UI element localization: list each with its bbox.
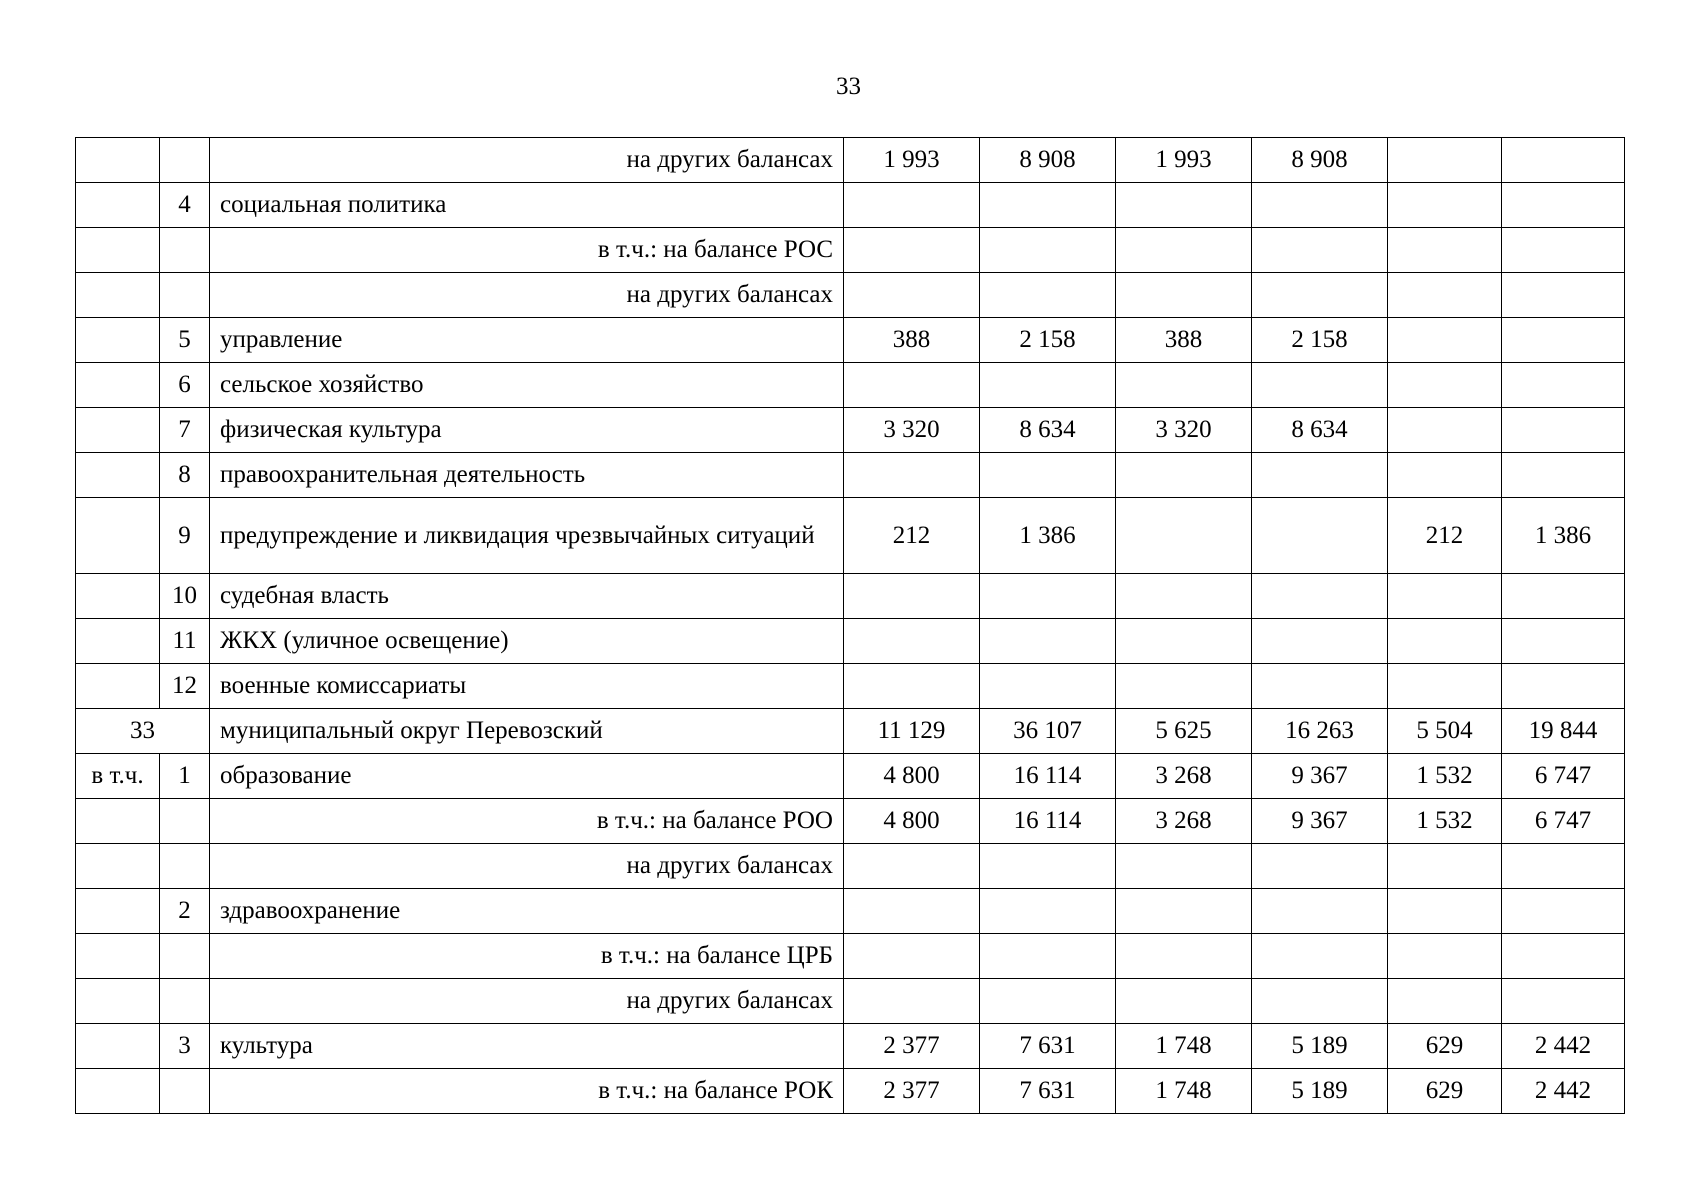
value-cell: 4 800 [844, 799, 980, 844]
item-number-cell [160, 1069, 210, 1114]
group-label-cell [76, 664, 160, 709]
group-label-cell [76, 574, 160, 619]
value-cell [844, 453, 980, 498]
value-cell [1388, 664, 1502, 709]
item-number-cell: 4 [160, 183, 210, 228]
item-number-cell: 2 [160, 889, 210, 934]
group-label-cell [76, 619, 160, 664]
value-cell: 7 631 [980, 1024, 1116, 1069]
value-cell [1252, 453, 1388, 498]
item-number-cell: 3 [160, 1024, 210, 1069]
item-number-cell: 6 [160, 363, 210, 408]
value-cell: 8 634 [980, 408, 1116, 453]
category-name-cell: образование [210, 754, 844, 799]
table-row [76, 889, 1625, 934]
table-row [76, 799, 1625, 844]
value-cell [844, 574, 980, 619]
value-cell: 19 844 [1502, 709, 1625, 754]
table-row [76, 273, 1625, 318]
value-cell [1116, 664, 1252, 709]
table-row [76, 934, 1625, 979]
value-cell [844, 363, 980, 408]
value-cell [1252, 273, 1388, 318]
value-cell: 8 634 [1252, 408, 1388, 453]
value-cell: 2 442 [1502, 1024, 1625, 1069]
value-cell [1116, 844, 1252, 889]
value-cell [1252, 498, 1388, 574]
value-cell [980, 574, 1116, 619]
value-cell [1116, 183, 1252, 228]
value-cell: 8 908 [980, 138, 1116, 183]
value-cell: 5 504 [1388, 709, 1502, 754]
value-cell: 1 993 [1116, 138, 1252, 183]
value-cell [1388, 363, 1502, 408]
category-name-cell: на других балансах [210, 979, 844, 1024]
group-label-cell [76, 273, 160, 318]
value-cell [1252, 228, 1388, 273]
value-cell [1388, 934, 1502, 979]
value-cell [1116, 498, 1252, 574]
value-cell: 1 386 [1502, 498, 1625, 574]
value-cell: 3 320 [844, 408, 980, 453]
category-name-cell: военные комиссариаты [210, 664, 844, 709]
value-cell: 4 800 [844, 754, 980, 799]
group-label-cell [76, 363, 160, 408]
table-row [76, 183, 1625, 228]
item-number-cell: 1 [160, 754, 210, 799]
table-row [76, 138, 1625, 183]
value-cell [1502, 664, 1625, 709]
group-label-cell [76, 183, 160, 228]
item-number-cell: 10 [160, 574, 210, 619]
value-cell [1252, 979, 1388, 1024]
value-cell [1116, 619, 1252, 664]
table-row [76, 619, 1625, 664]
value-cell: 5 189 [1252, 1024, 1388, 1069]
item-number-cell: 12 [160, 664, 210, 709]
item-number-cell [160, 228, 210, 273]
table-row [76, 574, 1625, 619]
item-number-cell: 9 [160, 498, 210, 574]
value-cell [1388, 408, 1502, 453]
value-cell [1502, 273, 1625, 318]
value-cell: 9 367 [1252, 799, 1388, 844]
value-cell: 2 158 [980, 318, 1116, 363]
value-cell [1252, 363, 1388, 408]
group-label-cell [76, 799, 160, 844]
value-cell: 6 747 [1502, 754, 1625, 799]
value-cell: 2 158 [1252, 318, 1388, 363]
value-cell [1252, 574, 1388, 619]
category-name-cell: на других балансах [210, 273, 844, 318]
value-cell: 388 [844, 318, 980, 363]
value-cell: 629 [1388, 1024, 1502, 1069]
value-cell [1502, 844, 1625, 889]
value-cell: 3 320 [1116, 408, 1252, 453]
item-number-cell [160, 844, 210, 889]
value-cell [1502, 889, 1625, 934]
value-cell [1388, 844, 1502, 889]
category-name-cell: управление [210, 318, 844, 363]
value-cell [980, 453, 1116, 498]
category-name-cell: ЖКХ (уличное освещение) [210, 619, 844, 664]
item-number-cell [160, 138, 210, 183]
category-name-cell: предупреждение и ликвидация чрезвычайных ситуаций [210, 498, 844, 574]
page-number: 33 [836, 73, 861, 100]
value-cell [1502, 318, 1625, 363]
district-number-cell: 33 [76, 709, 210, 754]
group-label-cell [76, 889, 160, 934]
group-label-cell [76, 318, 160, 363]
value-cell: 1 748 [1116, 1069, 1252, 1114]
value-cell [844, 619, 980, 664]
item-number-cell: 5 [160, 318, 210, 363]
table-row [76, 453, 1625, 498]
value-cell [1116, 889, 1252, 934]
category-name-cell: физическая культура [210, 408, 844, 453]
value-cell: 3 268 [1116, 754, 1252, 799]
group-label-cell [76, 408, 160, 453]
value-cell [844, 664, 980, 709]
value-cell: 16 263 [1252, 709, 1388, 754]
value-cell [980, 619, 1116, 664]
table-row [76, 664, 1625, 709]
value-cell: 9 367 [1252, 754, 1388, 799]
table-row [76, 979, 1625, 1024]
value-cell [1252, 664, 1388, 709]
group-label-cell [76, 228, 160, 273]
group-label-cell [76, 498, 160, 574]
value-cell [1388, 273, 1502, 318]
table-row [76, 363, 1625, 408]
table-row [76, 1024, 1625, 1069]
category-name-cell: судебная власть [210, 574, 844, 619]
value-cell [980, 228, 1116, 273]
value-cell [844, 934, 980, 979]
value-cell: 2 442 [1502, 1069, 1625, 1114]
category-name-cell: правоохранительная деятельность [210, 453, 844, 498]
value-cell [844, 889, 980, 934]
budget-table [75, 137, 1625, 1114]
value-cell [1252, 934, 1388, 979]
value-cell: 1 748 [1116, 1024, 1252, 1069]
value-cell [1252, 183, 1388, 228]
value-cell: 7 631 [980, 1069, 1116, 1114]
value-cell [1116, 453, 1252, 498]
group-label-cell: в т.ч. [76, 754, 160, 799]
value-cell [1388, 574, 1502, 619]
value-cell: 6 747 [1502, 799, 1625, 844]
value-cell: 1 993 [844, 138, 980, 183]
value-cell [1116, 228, 1252, 273]
table-row [76, 498, 1625, 574]
table-row [76, 1069, 1625, 1114]
value-cell: 5 625 [1116, 709, 1252, 754]
table-row [76, 709, 1625, 754]
value-cell [980, 979, 1116, 1024]
category-name-cell: в т.ч.: на балансе ЦРБ [210, 934, 844, 979]
category-name-cell: на других балансах [210, 844, 844, 889]
value-cell [1252, 619, 1388, 664]
value-cell [980, 273, 1116, 318]
group-label-cell [76, 934, 160, 979]
item-number-cell: 7 [160, 408, 210, 453]
value-cell [1502, 934, 1625, 979]
value-cell [1116, 273, 1252, 318]
value-cell [1502, 408, 1625, 453]
group-label-cell [76, 453, 160, 498]
value-cell [1388, 619, 1502, 664]
group-label-cell [76, 844, 160, 889]
value-cell [1116, 363, 1252, 408]
value-cell: 1 532 [1388, 799, 1502, 844]
category-name-cell: на других балансах [210, 138, 844, 183]
value-cell [980, 183, 1116, 228]
value-cell [980, 844, 1116, 889]
value-cell [1388, 138, 1502, 183]
value-cell [844, 844, 980, 889]
item-number-cell [160, 799, 210, 844]
value-cell: 36 107 [980, 709, 1116, 754]
table-row [76, 754, 1625, 799]
value-cell [1502, 363, 1625, 408]
value-cell [1502, 979, 1625, 1024]
category-name-cell: сельское хозяйство [210, 363, 844, 408]
group-label-cell [76, 979, 160, 1024]
value-cell: 3 268 [1116, 799, 1252, 844]
value-cell: 2 377 [844, 1024, 980, 1069]
value-cell [1502, 619, 1625, 664]
value-cell [1388, 183, 1502, 228]
group-label-cell [76, 1024, 160, 1069]
value-cell [1116, 979, 1252, 1024]
value-cell [844, 228, 980, 273]
value-cell: 212 [844, 498, 980, 574]
value-cell: 2 377 [844, 1069, 980, 1114]
value-cell [1116, 574, 1252, 619]
value-cell [844, 183, 980, 228]
value-cell: 11 129 [844, 709, 980, 754]
value-cell: 629 [1388, 1069, 1502, 1114]
table-row [76, 318, 1625, 363]
value-cell [980, 363, 1116, 408]
category-name-cell: культура [210, 1024, 844, 1069]
value-cell: 388 [1116, 318, 1252, 363]
value-cell [1502, 138, 1625, 183]
group-label-cell [76, 1069, 160, 1114]
value-cell [1388, 228, 1502, 273]
value-cell [1502, 228, 1625, 273]
value-cell: 16 114 [980, 799, 1116, 844]
item-number-cell [160, 934, 210, 979]
table-row [76, 408, 1625, 453]
category-name-cell: в т.ч.: на балансе РОК [210, 1069, 844, 1114]
value-cell: 212 [1388, 498, 1502, 574]
table-row [76, 228, 1625, 273]
value-cell: 5 189 [1252, 1069, 1388, 1114]
category-name-cell: социальная политика [210, 183, 844, 228]
value-cell [1502, 574, 1625, 619]
value-cell [1388, 889, 1502, 934]
value-cell [1502, 453, 1625, 498]
value-cell [980, 889, 1116, 934]
value-cell: 1 532 [1388, 754, 1502, 799]
value-cell: 1 386 [980, 498, 1116, 574]
table-body [76, 138, 1625, 1114]
value-cell [980, 934, 1116, 979]
category-name-cell: муниципальный округ Перевозский [210, 709, 844, 754]
category-name-cell: в т.ч.: на балансе РОО [210, 799, 844, 844]
category-name-cell: здравоохранение [210, 889, 844, 934]
value-cell [1388, 318, 1502, 363]
item-number-cell [160, 273, 210, 318]
value-cell [980, 664, 1116, 709]
value-cell [1116, 934, 1252, 979]
value-cell [1502, 183, 1625, 228]
item-number-cell: 8 [160, 453, 210, 498]
value-cell [1252, 889, 1388, 934]
value-cell: 16 114 [980, 754, 1116, 799]
value-cell [844, 979, 980, 1024]
group-label-cell [76, 138, 160, 183]
item-number-cell: 11 [160, 619, 210, 664]
value-cell [1388, 453, 1502, 498]
table-row [76, 844, 1625, 889]
value-cell [844, 273, 980, 318]
value-cell: 8 908 [1252, 138, 1388, 183]
value-cell [1252, 844, 1388, 889]
item-number-cell [160, 979, 210, 1024]
value-cell [1388, 979, 1502, 1024]
category-name-cell: в т.ч.: на балансе РОС [210, 228, 844, 273]
